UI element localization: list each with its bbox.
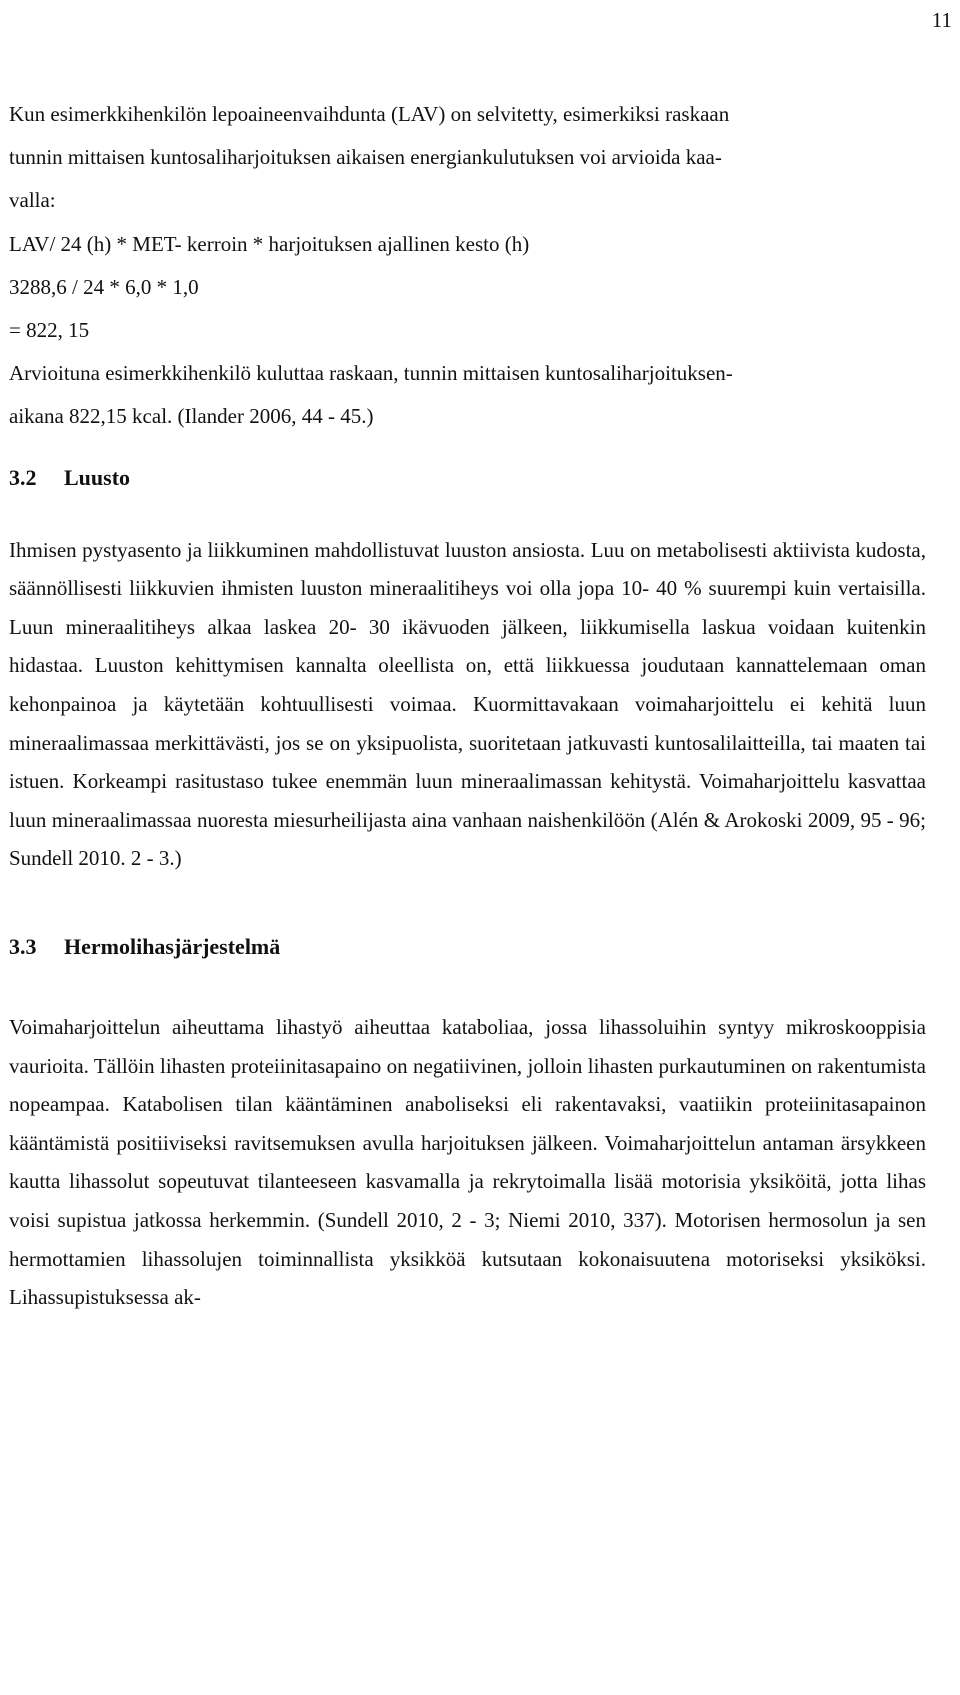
intro-calculation-block xyxy=(9,93,926,439)
page-content xyxy=(9,93,926,1317)
formula-line: LAV/ 24 (h) * MET- kerroin * harjoituksen ajallinen kesto (h) xyxy=(9,231,530,256)
intro-line: Kun esimerkkihenkilön lepoaineenvaihdunta (LAV) on selvitetty, esimerkiksi raskaan xyxy=(9,102,730,126)
section-heading-luusto xyxy=(9,463,926,493)
intro-line: aikana 822,15 kcal. (Ilander 2006, 44 - 45.) xyxy=(9,404,374,429)
section-number: 3.2 xyxy=(9,464,37,490)
section-number: 3.3 xyxy=(9,933,37,959)
paragraph-luusto: Ihmisen pystyasento ja liikkuminen mahdollistuvat luuston ansiosta. Luu on metabolisesti aktiivista kudosta, säännöllisesti liikkuvien ihmisten luuston mineraalitiheys voi olla jopa 10- 40 % suurempi kuin vertaisilla. Luun mineraalitiheys alkaa laskea 20- 30 ikävuoden jälkeen, liikkumisella laskua voidaan kuitenkin hidastaa. Luuston kehittymisen kannalta oleellista on, että liikkuessa joudutaan kannattelemaan oman kehonpainoa ja käytetään kohtuullisesti voimaa. Kuormittavakaan voimaharjoittelu ei kehitä luun mineraalimassaa merkittävästi, jos se on yksipuolista, suoritetaan jatkuvasti kuntosalilaitteilla, tai maaten tai istuen. Korkeampi rasitustaso tukee enemmän luun mineraalimassan kehitystä. Voimaharjoittelu kasvattaa luun mineraalimassaa nuoresta miesurheilijasta aina vanhaan naishenkilöön (Alén & Arokoski 2009, 95 - 96; Sundell 2010. 2 - 3.) xyxy=(9,537,926,871)
page-number: 11 xyxy=(931,8,952,32)
section-heading-hermolihasjarjestelma xyxy=(9,932,926,962)
section-title: Luusto xyxy=(64,464,131,490)
formula-result-line: = 822, 15 xyxy=(9,318,90,343)
intro-line: Arvioituna esimerkkihenkilö kuluttaa raskaan, tunnin mittaisen kuntosaliharjoituksen- xyxy=(9,361,733,386)
paragraph-hermolihasjarjestelma: Voimaharjoittelun aiheuttama lihastyö aiheuttaa kataboliaa, jossa lihassoluihin syntyy mikroskooppisia vaurioita. Tällöin lihasten proteiinitasapaino on negatiivinen, jolloin lihasten purkautuminen on rakentumista nopeampaa. Katabolisen tilan kääntäminen anaboliseksi eli rakentavaksi, vaatiikin proteiinitasapainon kääntämistä positiiviseksi ravitsemuksen avulla harjoituksen jälkeen. Voimaharjoittelun antaman ärsykkeen kautta lihassolut sopeutuvat tilanteeseen kasvamalla ja rekrytoimalla lisää motorisia yksiköitä, jotta lihas voisi supistua jatkossa herkemmin. (Sundell 2010, 2 - 3; Niemi 2010, 337). Motorisen hermosolun ja sen hermottamien lihassolujen toiminnallista yksikköä kutsutaan kokonaisuutena motoriseksi yksiköksi. Lihassupistuksessa ak- xyxy=(9,1014,926,1310)
section-title: Hermolihasjärjestelmä xyxy=(64,933,281,959)
intro-line: valla: xyxy=(9,188,56,213)
formula-values-line: 3288,6 / 24 * 6,0 * 1,0 xyxy=(9,274,199,299)
intro-line: tunnin mittaisen kuntosaliharjoituksen aikaisen energiankulutuksen voi arvioida kaa- xyxy=(9,145,722,170)
